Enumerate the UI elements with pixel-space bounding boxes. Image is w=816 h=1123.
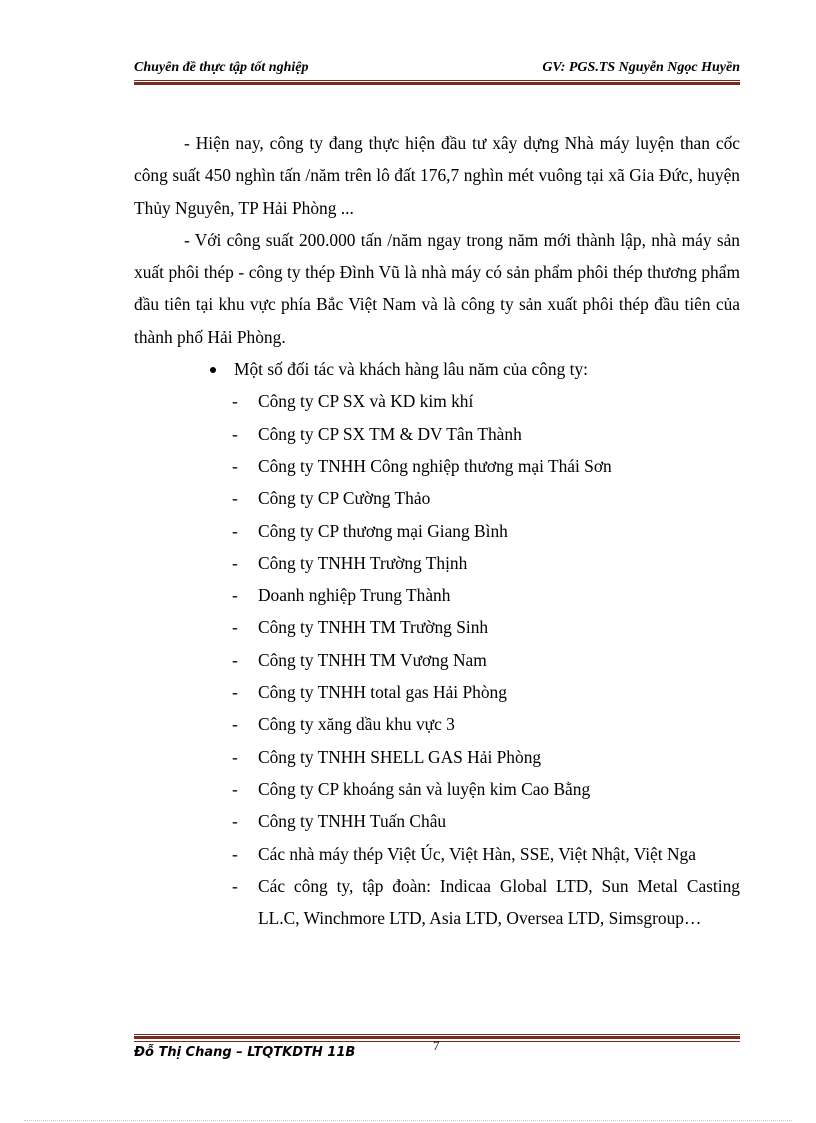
- paragraph-1: - Hiện nay, công ty đang thực hiện đầu tư xây dựng Nhà máy luyện than cốc công suất 450 nghìn tấn /năm trên lô đất 176,7 nghìn mét vuông tại xã Gia Đức, huyện Thủy Nguyên, TP Hải Phòng ...: [134, 133, 740, 218]
- dash-icon: -: [232, 714, 238, 735]
- header-supervisor: GV: PGS.TS Nguyễn Ngọc Huyền: [542, 60, 740, 75]
- dash-icon: -: [232, 778, 238, 799]
- dash-icon: -: [232, 875, 238, 896]
- dash-icon: -: [232, 585, 238, 606]
- page-header: [134, 60, 740, 82]
- dash-icon: -: [232, 488, 238, 509]
- list-item: - Công ty CP SX và KD kim khí: [134, 385, 740, 417]
- dash-icon: -: [232, 843, 238, 864]
- dash-icon: -: [232, 746, 238, 767]
- list-item: - Các công ty, tập đoàn: Indicaa Global LTD, Sun Metal Casting LL.C, Winchmore LTD, Asia LTD, Oversea LTD, Simsgroup…: [134, 870, 740, 935]
- list-item: - Công ty TNHH Trường Thịnh: [134, 547, 740, 579]
- dash-icon: -: [232, 520, 238, 541]
- list-item: - Công ty TNHH Tuấn Châu: [134, 805, 740, 837]
- list-item: - Công ty CP SX TM & DV Tân Thành: [134, 418, 740, 450]
- list-item: - Công ty CP khoáng sản và luyện kim Cao Bằng: [134, 773, 740, 805]
- list-item: - Các nhà máy thép Việt Úc, Việt Hàn, SSE, Việt Nhật, Việt Nga: [134, 838, 740, 870]
- list-item: - Công ty TNHH SHELL GAS Hải Phòng: [134, 741, 740, 773]
- footer-rule-thin-top: [134, 1034, 740, 1035]
- list-item: - Công ty TNHH TM Trường Sinh: [134, 611, 740, 643]
- list-item: - Công ty CP thương mại Giang Bình: [134, 515, 740, 547]
- dash-icon: -: [232, 455, 238, 476]
- list-item: - Doanh nghiệp Trung Thành: [134, 579, 740, 611]
- footer-author: Đỗ Thị Chang – LTQTKDTH 11B: [134, 1045, 356, 1060]
- dash-icon: -: [232, 617, 238, 638]
- partners-heading-text: Một số đối tác và khách hàng lâu năm của công ty:: [234, 359, 588, 380]
- dash-icon: -: [232, 649, 238, 670]
- dash-icon: -: [232, 682, 238, 703]
- list-item: - Công ty TNHH Công nghiệp thương mại Thái Sơn: [134, 450, 740, 482]
- header-report-title: Chuyên đề thực tập tốt nghiệp: [134, 60, 309, 75]
- list-item: - Công ty CP Cường Thảo: [134, 482, 740, 514]
- dash-icon: -: [232, 552, 238, 573]
- paragraph-2: - Với công suất 200.000 tấn /năm ngay trong năm mới thành lập, nhà máy sản xuất phôi thép - công ty thép Đình Vũ là nhà máy có sản phẩm phôi thép thương phẩm đầu tiên tại khu vực phía Bắc Việt Nam và là công ty sản xuất phôi thép đầu tiên của thành phố Hải Phòng.: [134, 229, 740, 347]
- dash-icon: -: [232, 423, 238, 444]
- header-rule-thin: [134, 80, 740, 81]
- partners-heading: [134, 353, 740, 385]
- header-rule-thick: [134, 82, 740, 85]
- partners-list: [134, 385, 740, 934]
- page-bottom-divider: [24, 1120, 792, 1121]
- list-item: - Công ty xăng dầu khu vực 3: [134, 708, 740, 740]
- page-number: 7: [433, 1038, 440, 1053]
- dash-icon: -: [232, 391, 238, 412]
- list-item: - Công ty TNHH total gas Hải Phòng: [134, 676, 740, 708]
- page-body: [134, 127, 740, 934]
- bullet-icon: [210, 367, 216, 373]
- list-item: - Công ty TNHH TM Vương Nam: [134, 644, 740, 676]
- dash-icon: -: [232, 811, 238, 832]
